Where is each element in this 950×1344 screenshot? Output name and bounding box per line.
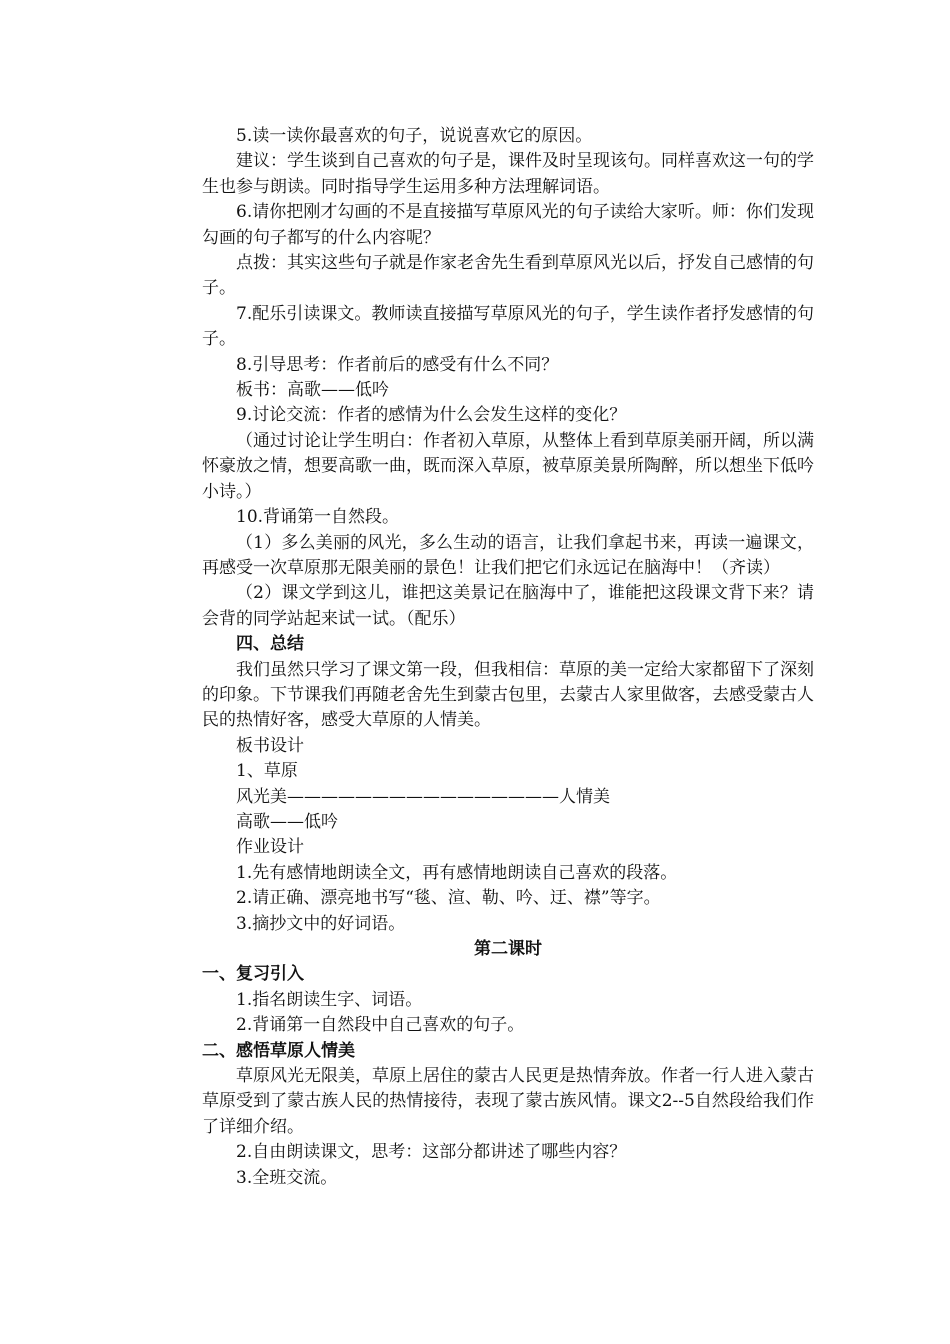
paragraph: （1）多么美丽的风光，多么生动的语言，让我们拿起书来，再读一遍课文，再感受一次草原那无限美丽的景色！让我们把它们永远记在脑海中！（齐读） [202, 532, 814, 578]
paragraph: 10.背诵第一自然段。 [236, 507, 400, 528]
homework-item: 1.先有感情地朗读全文，再有感情地朗读自己喜欢的段落。 [236, 862, 678, 883]
paragraph: 2.自由朗读课文，思考：这部分都讲述了哪些内容？ [236, 1142, 627, 1163]
paragraph: 我们虽然只学习了课文第一段，但我相信：草原的美一定给大家都留下了深刻的印象。下节课我们再随老舍先生到蒙古包里，去蒙古人家里做客，去感受蒙古人民的热情好客，感受大草原的人情美。 [202, 659, 814, 731]
section-heading: 四、总结 [236, 634, 304, 655]
paragraph: 草原风光无限美，草原上居住的蒙古人民更是热情奔放。作者一行人进入蒙古草原受到了蒙古族人民的热情接待，表现了蒙古族风情。课文2--5自然段给我们作了详细介绍。 [202, 1066, 814, 1137]
lesson-title: 第二课时 [474, 939, 542, 959]
paragraph: 6.请你把刚才勾画的不是直接描写草原风光的句子读给大家听。师：你们发现勾画的句子都写的什么内容呢？ [202, 202, 814, 248]
paragraph: （通过讨论让学生明白：作者初入草原，从整体上看到草原美丽开阔，所以满怀豪放之情，想要高歌一曲，既而深入草原，被草原美景所陶醉，所以想坐下低吟小诗。） [202, 430, 814, 502]
paragraph: 板书：高歌——低吟 [236, 380, 389, 401]
paragraph: （2）课文学到这儿，谁把这美景记在脑海中了，谁能把这段课文背下来？请会背的同学站起来试一试。（配乐） [202, 583, 814, 629]
section-heading: 一、复习引入 [202, 964, 304, 985]
board-design-label: 板书设计 [236, 735, 304, 756]
paragraph: 3.全班交流。 [236, 1167, 338, 1188]
board-design-item: 高歌——低吟 [236, 811, 338, 832]
homework-label: 作业设计 [236, 837, 304, 858]
paragraph: 5.读一读你最喜欢的句子，说说喜欢它的原因。 [236, 126, 593, 146]
paragraph: 7.配乐引读课文。教师读直接描写草原风光的句子，学生读作者抒发感情的句子。 [202, 303, 814, 350]
board-design-item: 1、草原 [236, 761, 298, 782]
paragraph: 建议：学生谈到自己喜欢的句子是，课件及时呈现该句。同样喜欢这一句的学生也参与朗读。同时指导学生运用多种方法理解词语。 [202, 151, 814, 197]
paragraph: 9.讨论交流：作者的感情为什么会发生这样的变化？ [236, 405, 627, 426]
paragraph: 2.背诵第一自然段中自己喜欢的句子。 [236, 1015, 525, 1036]
paragraph: 8.引导思考：作者前后的感受有什么不同？ [236, 354, 559, 375]
document-page [202, 124, 814, 1191]
board-design-item: 风光美————————————————人情美 [236, 786, 610, 807]
section-heading: 二、感悟草原人情美 [202, 1040, 355, 1061]
homework-item: 2.请正确、漂亮地书写“毯、渲、勒、吟、迂、襟”等字。 [236, 888, 661, 909]
paragraph: 1.指名朗读生字、词语。 [236, 989, 423, 1010]
paragraph: 点拨：其实这些句子就是作家老舍先生看到草原风光以后，抒发自己感情的句子。 [202, 253, 814, 299]
homework-item: 3.摘抄文中的好词语。 [236, 913, 406, 934]
